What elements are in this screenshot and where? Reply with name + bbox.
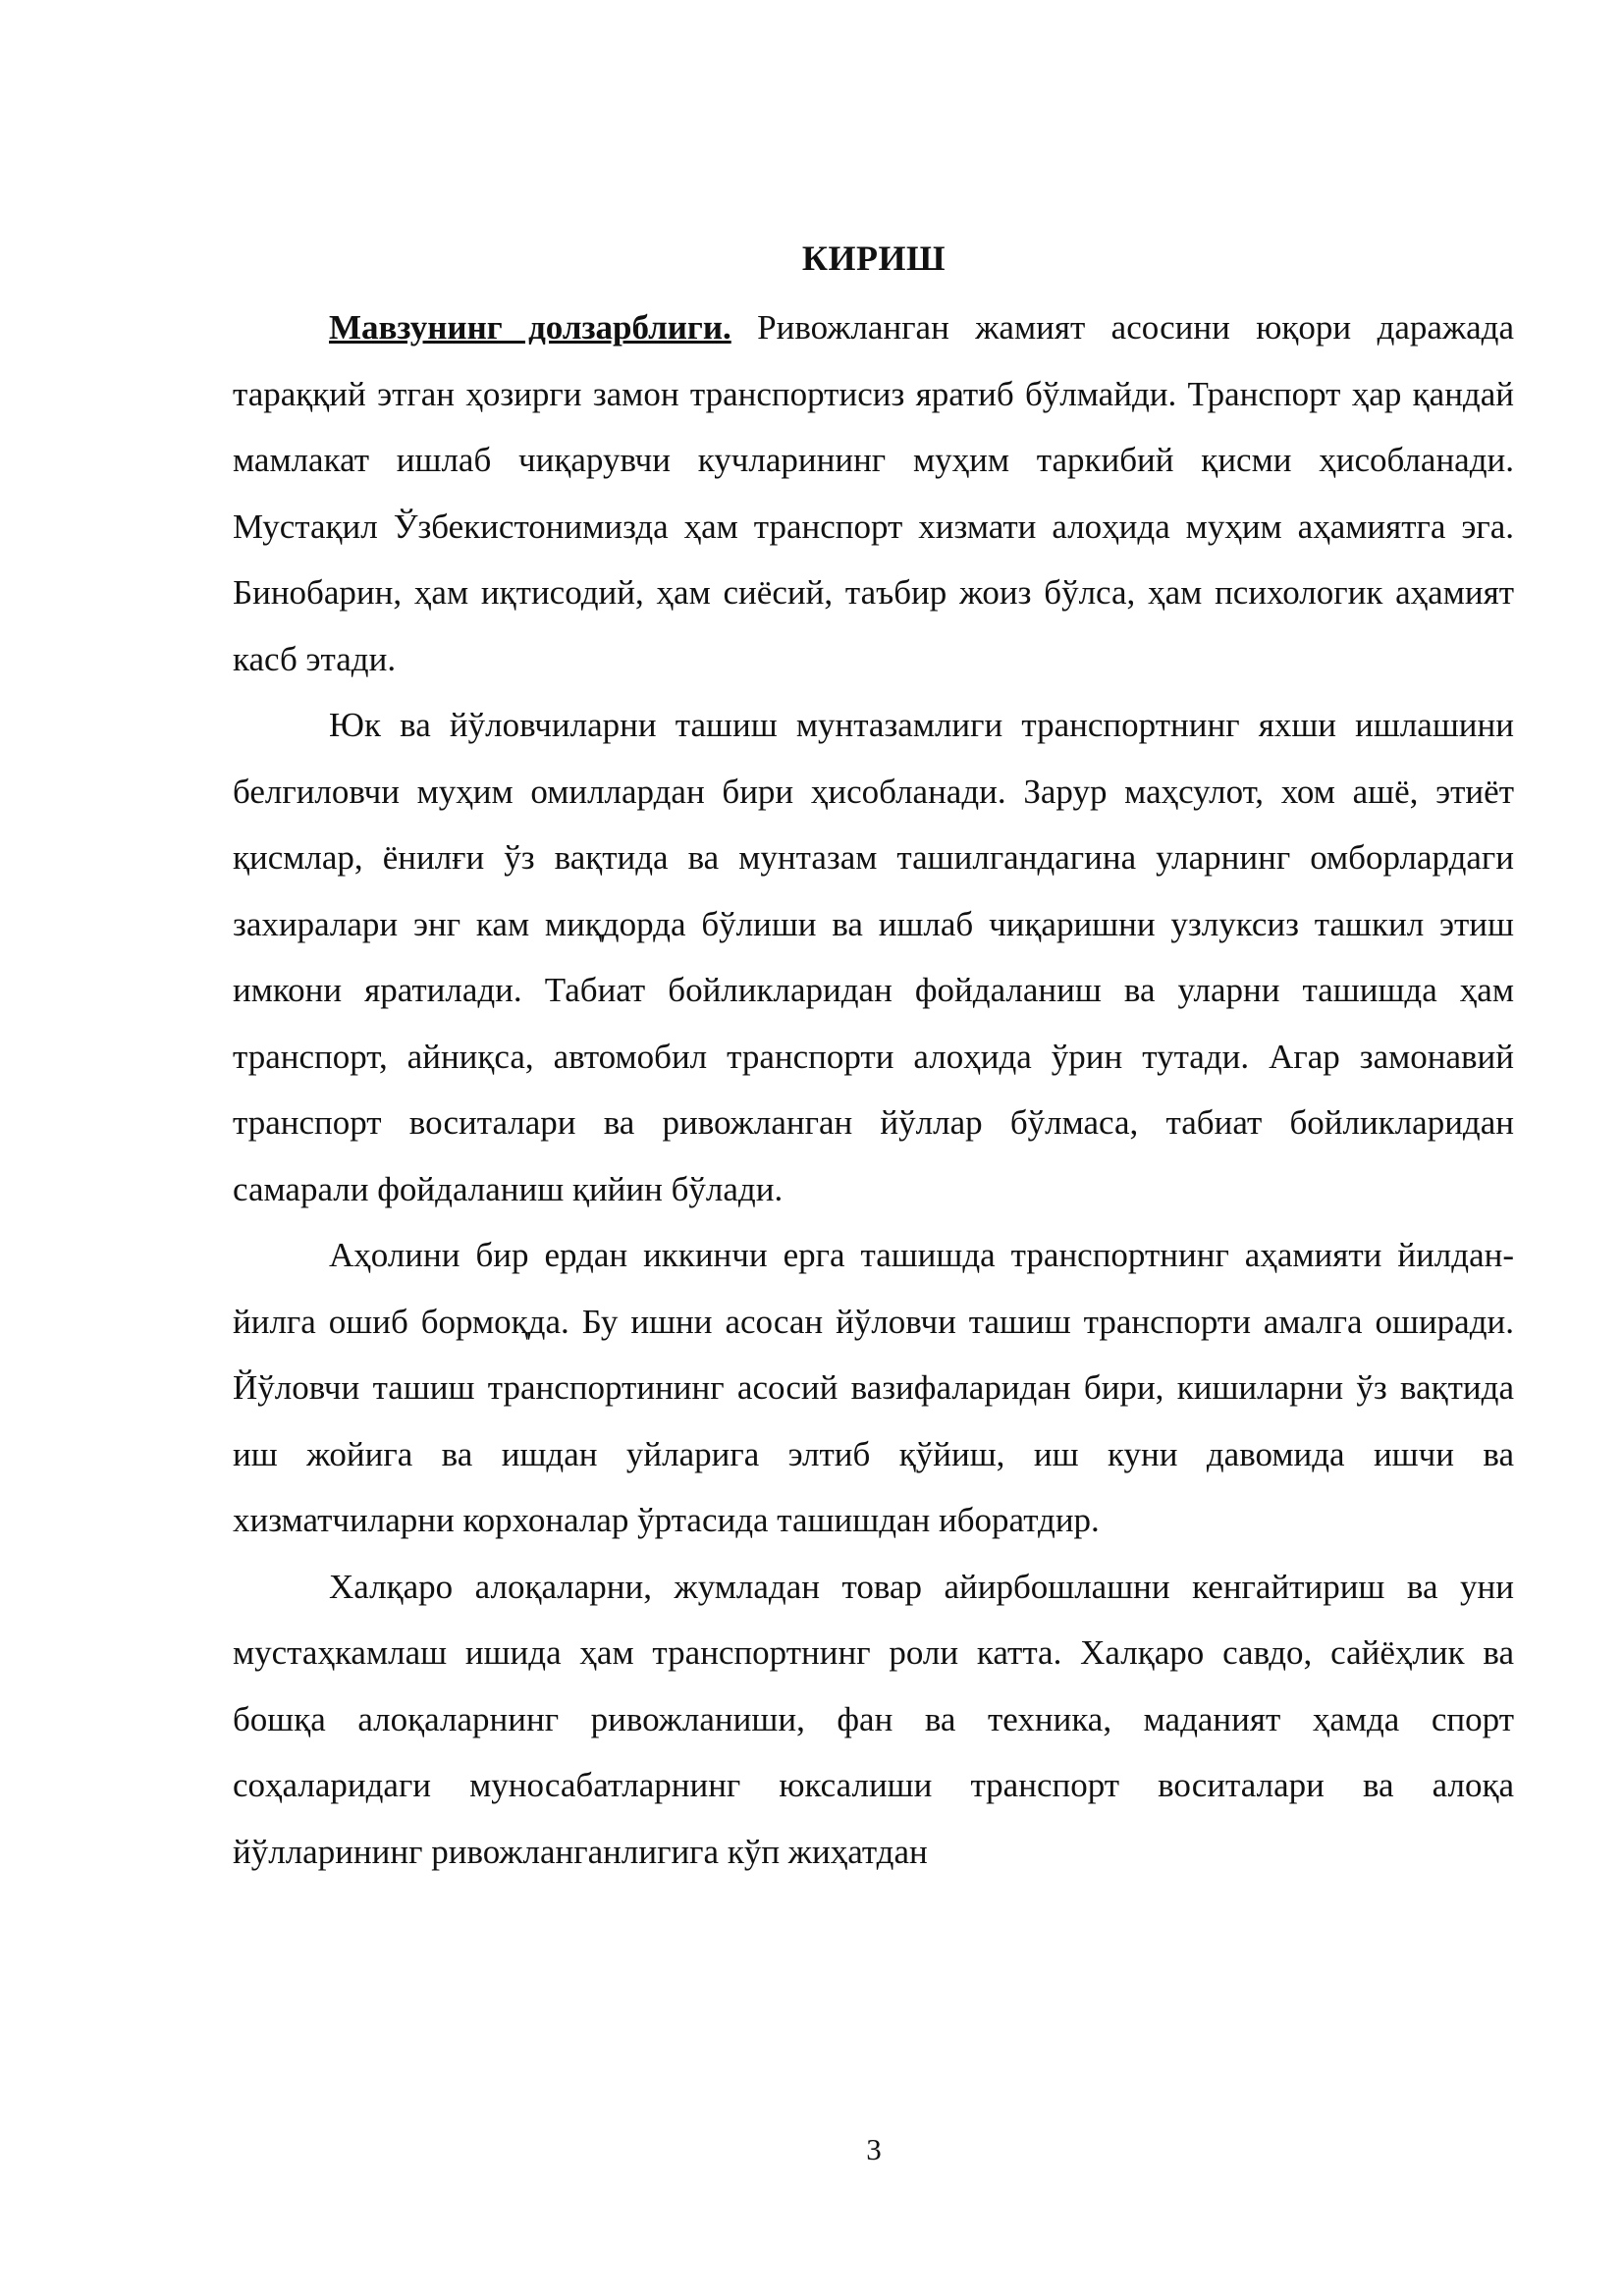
page-number: 3	[866, 2132, 882, 2166]
paragraph-2: Юк ва йўловчиларни ташиш мунтазамлиги транспортнинг яхши ишлашини белгиловчи муҳим омиллардан бири ҳисобланади. Зарур маҳсулот, хом ашё, этиёт қисмлар, ёнилғи ўз вақтида ва мунтазам ташилгандагина уларнинг омборлардаги захиралари энг кам миқдорда бўлиши ва ишлаб чиқаришни узлуксиз ташкил этиш имкони яратилади. Табиат бойликларидан фойдаланиш ва уларни ташишда ҳам транспорт, айниқса, автомобил транспорти алоҳида ўрин тутади. Агар замонавий транспорт воситалари ва ривожланган йўллар бўлмаса, табиат бойликларидан самарали фойдаланиш қийин бўлади.	[233, 706, 1514, 1208]
paragraph-text: Ривожланган жамият асосини юқори даражада тараққий этган ҳозирги замон транспортисиз яратиб бўлмайди. Транспорт ҳар қандай мамлакат ишлаб чиқарувчи кучларининг муҳим таркибий қисми ҳисобланади. Мустақил Ўзбекистонимизда ҳам транспорт хизмати алоҳида муҳим аҳамиятга эга. Бинобарин, ҳам иқтисодий, ҳам сиёсий, таъбир жоиз бўлса, ҳам психологик аҳамият касб этади.	[233, 308, 1515, 678]
paragraph-4: Халқаро алоқаларни, жумладан товар айирбошлашни кенгайтириш ва уни мустаҳкамлаш ишида ҳам транспортнинг роли катта. Халқаро савдо, сайёҳлик ва бошқа алоқаларнинг ривожланиши, фан ва техника, маданият ҳамда спорт соҳаларидаги муносабатларнинг юксалиши транспорт воситалари ва алоқа йўлларининг ривожланганлигига кўп жиҳатдан	[233, 1567, 1514, 1871]
paragraph-1	[233, 294, 1514, 692]
document-body	[233, 294, 1514, 1885]
page-title: КИРИШ	[801, 239, 947, 278]
paragraph-lead: Мавзунинг долзарблиги.	[329, 308, 731, 347]
paragraph-3: Аҳолини бир ердан иккинчи ерга ташишда транспортнинг аҳамияти йилдан-йилга ошиб бормоқда. Бу ишни асосан йўловчи ташиш транспорти амалга оширади. Йўловчи ташиш транспортининг асосий вазифаларидан бири, кишиларни ўз вақтида иш жойига ва ишдан уйларига элтиб қўйиш, иш куни давомида ишчи ва хизматчиларни корхоналар ўртасида ташишдан иборатдир.	[233, 1236, 1514, 1539]
